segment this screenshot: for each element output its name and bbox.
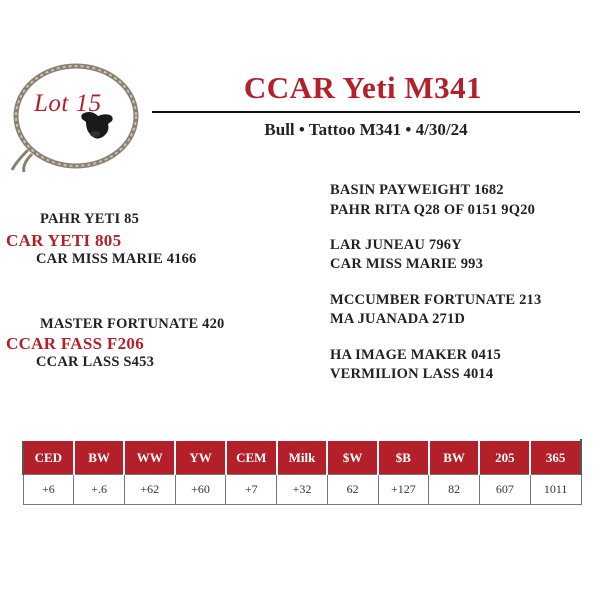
dam-dam: CCAR LASS S453 xyxy=(36,354,155,370)
epd-header: WW xyxy=(124,440,175,475)
animal-subtitle: Bull • Tattoo M341 • 4/30/24 xyxy=(264,120,468,139)
epd-header: 205 xyxy=(479,440,530,475)
sire: CAR YETI 805 xyxy=(6,231,122,250)
ancestor-5: MCCUMBER FORTUNATE 213 xyxy=(330,292,542,308)
epd-value: +6 xyxy=(23,475,74,505)
epd-value: 607 xyxy=(479,475,530,505)
epd-value: 62 xyxy=(327,475,378,505)
ancestor-6: MA JUANADA 271D xyxy=(330,311,466,327)
ancestor-8: VERMILION LASS 4014 xyxy=(330,366,494,382)
epd-table xyxy=(22,439,582,505)
lot-number-label: Lot 15 xyxy=(34,90,102,117)
epd-header: BW xyxy=(74,440,125,475)
epd-value: 82 xyxy=(429,475,480,505)
epd-header: Milk xyxy=(277,440,328,475)
epd-header: $B xyxy=(378,440,429,475)
epd-header-row xyxy=(23,440,581,475)
ancestor-7: HA IMAGE MAKER 0415 xyxy=(330,347,501,363)
ancestor-4: CAR MISS MARIE 993 xyxy=(330,256,484,272)
epd-header: BW xyxy=(429,440,480,475)
epd-header: 365 xyxy=(530,440,581,475)
epd-value: +.6 xyxy=(74,475,125,505)
dam-sire: MASTER FORTUNATE 420 xyxy=(40,316,225,332)
epd-header: CEM xyxy=(226,440,277,475)
epd-value: 1011 xyxy=(530,475,581,505)
epd-value: +62 xyxy=(124,475,175,505)
sire-dam: CAR MISS MARIE 4166 xyxy=(36,251,197,267)
sire-sire: PAHR YETI 85 xyxy=(40,211,140,227)
epd-header: CED xyxy=(23,440,74,475)
ancestor-2: PAHR RITA Q28 OF 0151 9Q20 xyxy=(330,202,536,218)
epd-header: YW xyxy=(175,440,226,475)
title-divider xyxy=(152,111,580,113)
ancestor-1: BASIN PAYWEIGHT 1682 xyxy=(330,182,504,198)
epd-value-row xyxy=(23,475,581,505)
epd-value: +32 xyxy=(277,475,328,505)
epd-header: $W xyxy=(327,440,378,475)
epd-value: +127 xyxy=(378,475,429,505)
epd-value: +7 xyxy=(226,475,277,505)
dam: CCAR FASS F206 xyxy=(6,334,145,353)
epd-value: +60 xyxy=(175,475,226,505)
animal-title: CCAR Yeti M341 xyxy=(243,70,483,105)
ancestor-3: LAR JUNEAU 796Y xyxy=(330,237,462,253)
